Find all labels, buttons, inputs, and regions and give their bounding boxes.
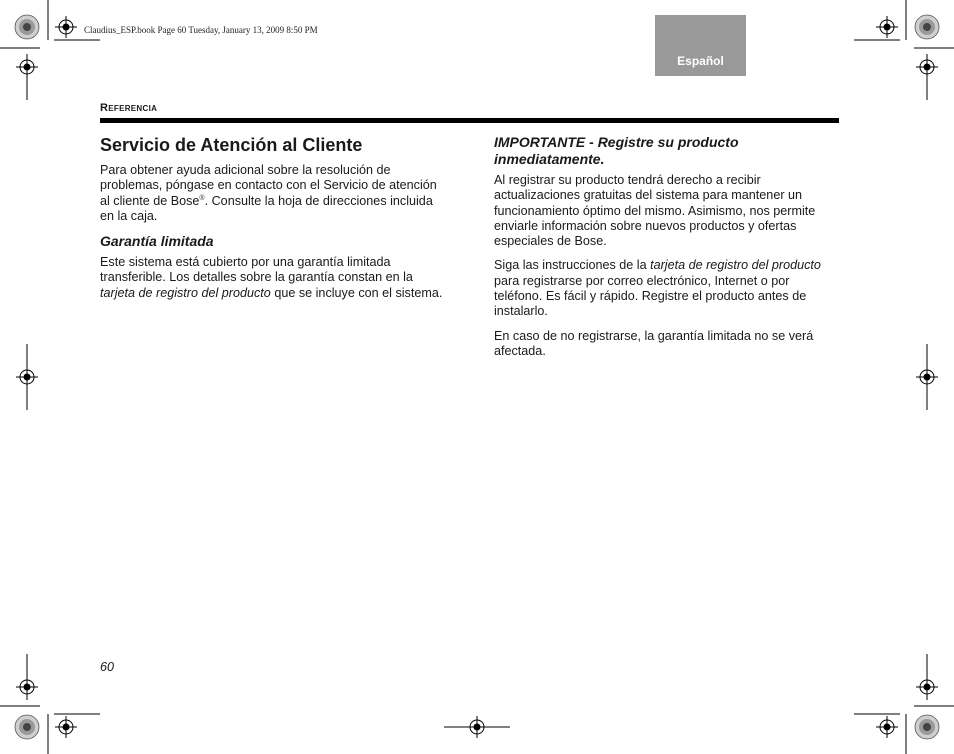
registration-mark-icon [876,716,898,738]
warranty-heading: Garantía limitada [100,233,214,250]
language-tab-label: Español [677,54,724,68]
warranty-card-reference: tarjeta de registro del producto [100,285,271,300]
right-column [494,134,839,368]
color-bar-icon [15,715,39,739]
registered-mark: ® [199,194,205,202]
warranty-paragraph [100,255,445,301]
register-heading: IMPORTANTE - Registre su producto inmediatamente. [494,134,739,167]
language-tab [655,15,746,76]
left-column [100,134,445,310]
color-bar-icon [915,15,939,39]
color-bar-icon [15,15,39,39]
page-number: 60 [100,660,115,674]
header-rule [100,118,839,123]
intro-paragraph [100,163,445,224]
registration-card-reference: tarjeta de registro del producto [650,258,821,273]
section-label: Referencia [100,102,158,114]
registration-mark-icon [876,16,898,38]
registration-mark-icon [55,16,77,38]
register-text-end: para registrarse por correo electrónico, Internet o por teléfono. Es fácil y rápido. Registre el producto antes de instalarlo. [494,273,807,319]
registration-mark-icon [55,716,77,738]
register-paragraph-2 [494,258,839,319]
register-paragraph-3: En caso de no registrarse, la garantía limitada no se verá afectada. [494,328,814,358]
color-bar-icon [915,715,939,739]
warranty-text: Este sistema está cubierto por una garantía limitada transferible. Los detalles sobre la garantía constan en la [100,255,413,285]
intro-text: Para obtener ayuda adicional sobre la resolución de problemas, póngase en contacto con el Servicio de atención al cliente de Bose [100,163,437,208]
page-title: Servicio de Atención al Cliente [100,135,363,155]
warranty-text-end: que se incluye con el sistema. [270,285,443,300]
print-slug: Claudius_ESP.book Page 60 Tuesday, January 13, 2009 8:50 PM [84,25,318,35]
register-paragraph-1: Al registrar su producto tendrá derecho a recibir actualizaciones gratuitas del sistema para mantener un funcionamiento óptimo del mismo. Asimismo, nos permite enviarle información sobre nuevos productos y ofertas especiales de Bose. [494,173,816,249]
register-text: Siga las instrucciones de la [494,258,651,273]
intro-text-end: . Consulte la hoja de direcciones incluida en la caja. [100,193,433,223]
